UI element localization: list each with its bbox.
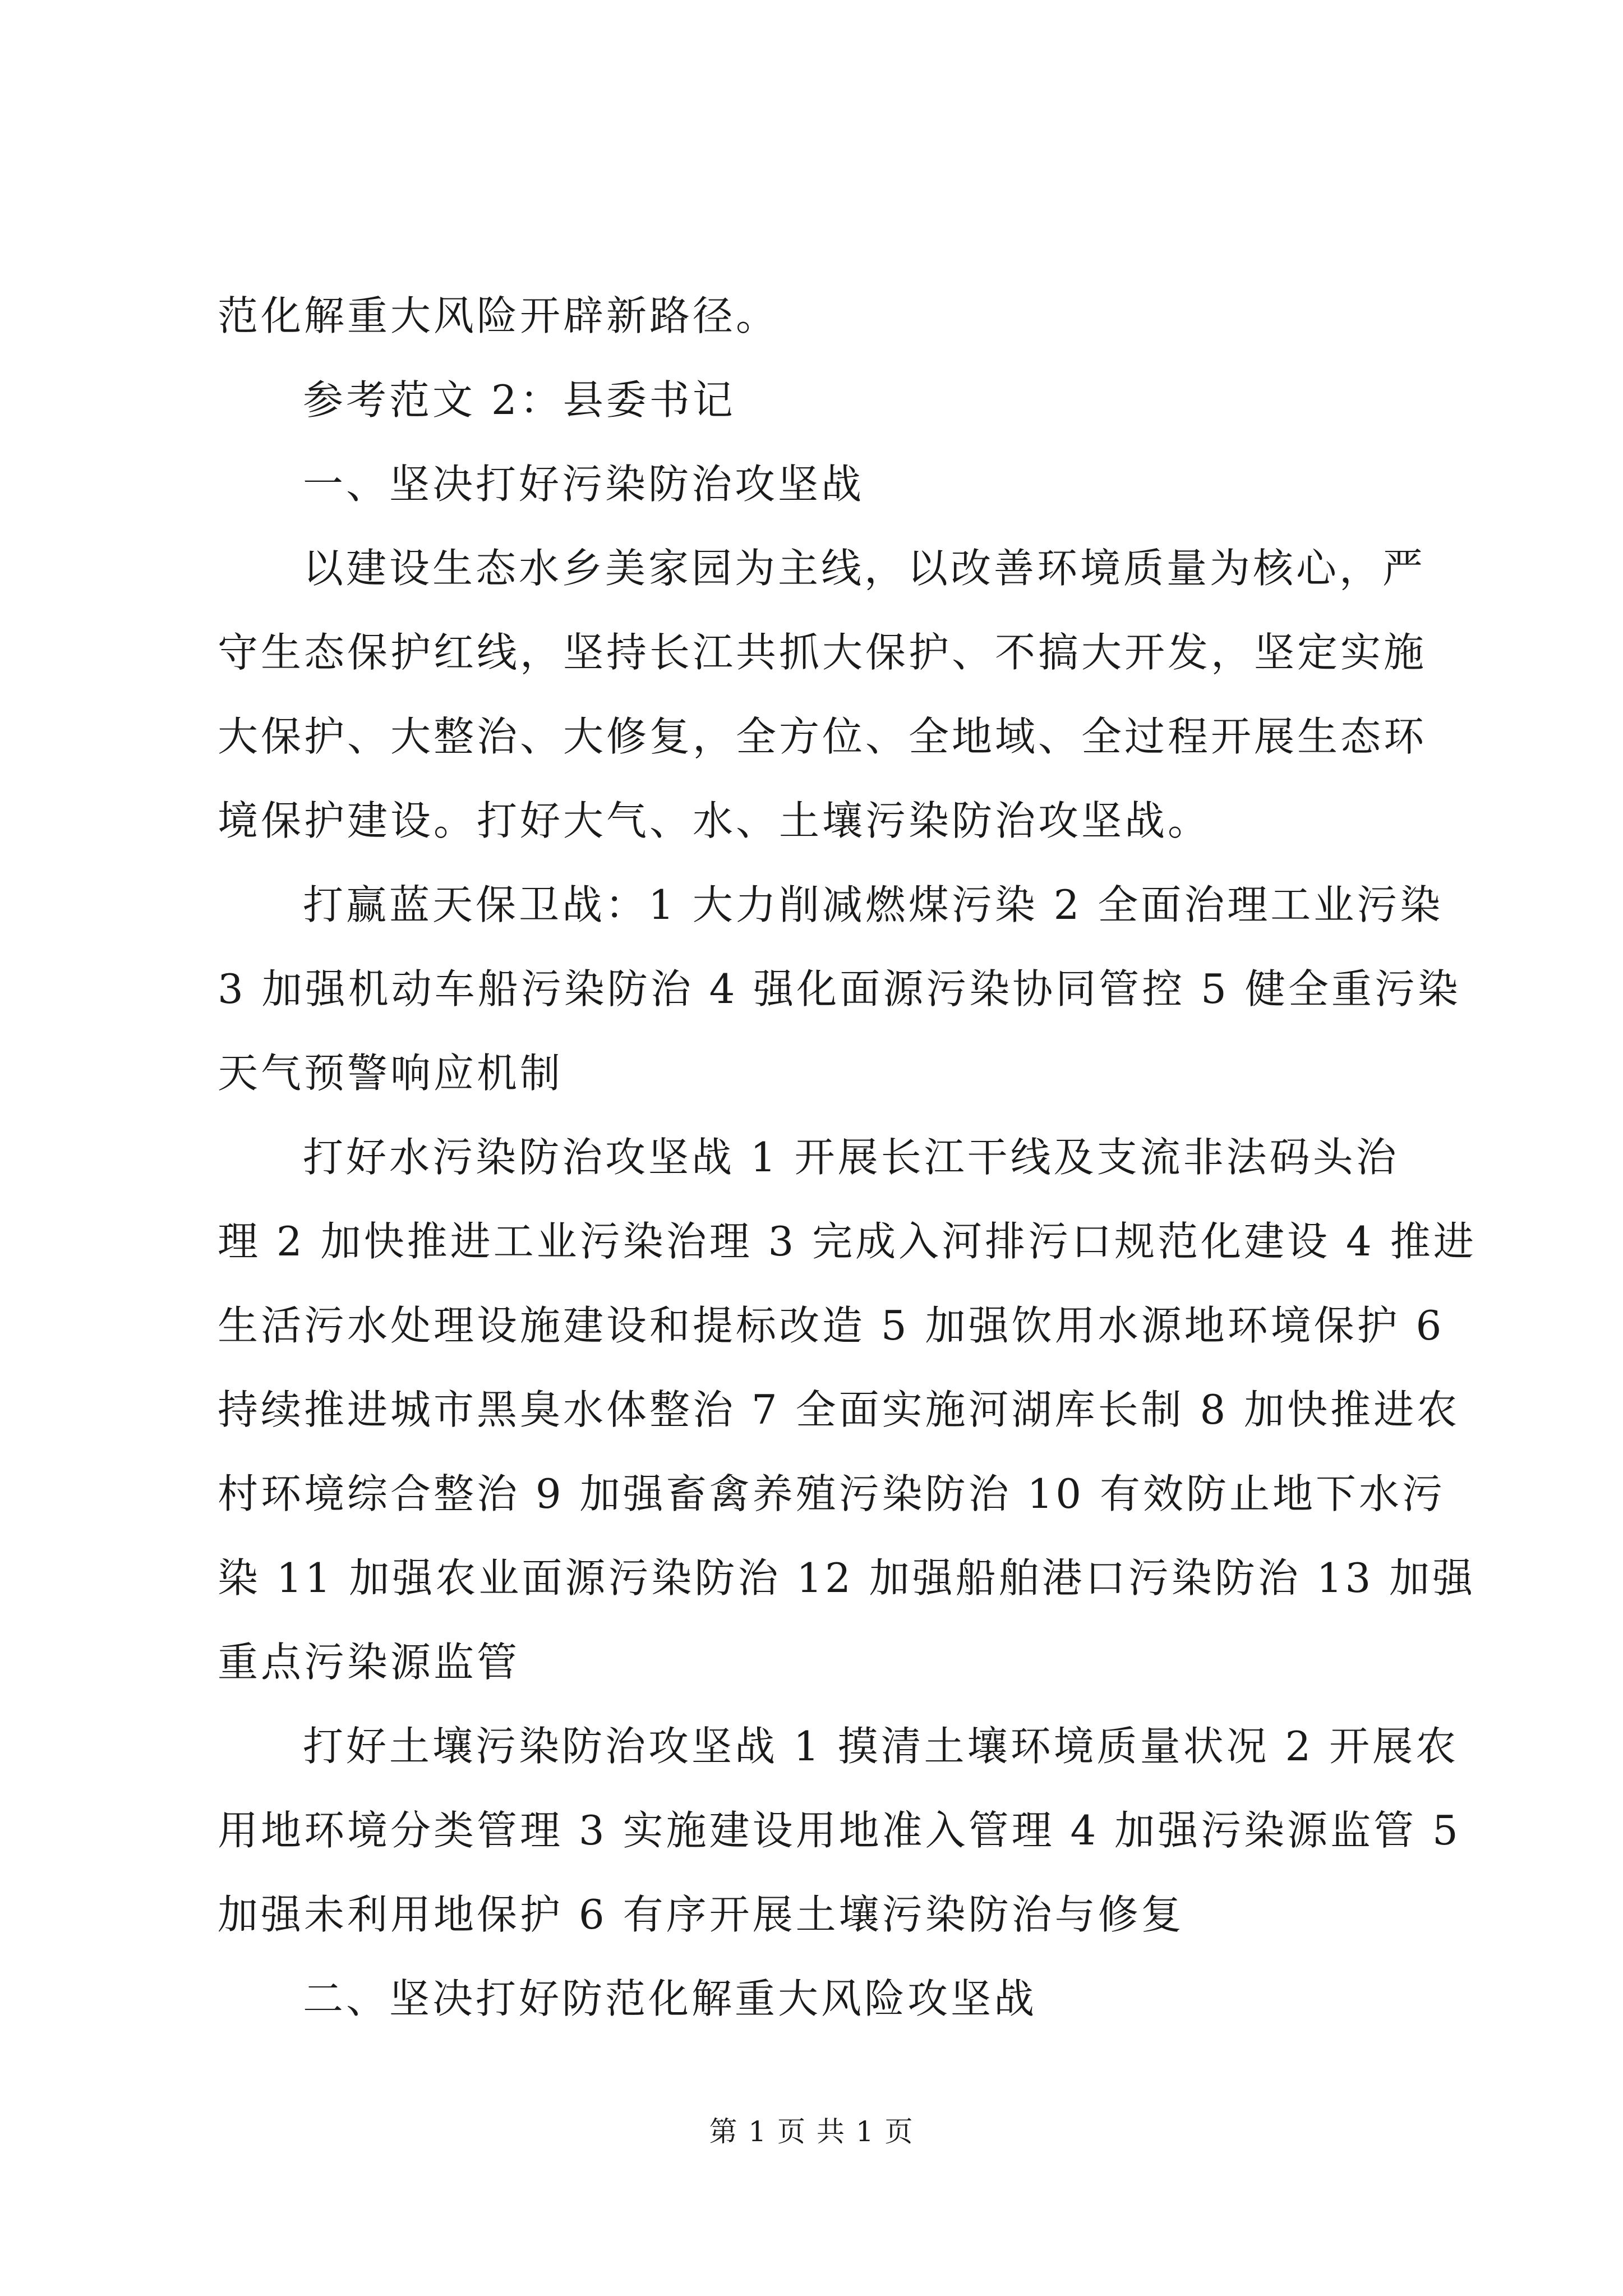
paragraph-line: 以建设生态水乡美家园为主线，以改善环境质量为核心，严 [303, 545, 1426, 592]
paragraph-line: 大保护、大整治、大修复，全方位、全地域、全过程开展生态环 [218, 713, 1427, 760]
paragraph-line: 重点污染源监管 [218, 1639, 520, 1686]
paragraph-line: 打赢蓝天保卫战：1 大力削减燃煤污染 2 全面治理工业污染 [303, 881, 1444, 928]
paragraph-line: 打好土壤污染防治攻坚战 1 摸清土壤环境质量状况 2 开展农 [303, 1723, 1459, 1770]
paragraph-line: 打好水污染防治攻坚战 1 开展长江干线及支流非法码头治 [303, 1134, 1399, 1181]
section-heading: 二、坚决打好防范化解重大风险攻坚战 [303, 1975, 1038, 2022]
paragraph-line: 天气预警响应机制 [218, 1050, 564, 1097]
paragraph-line: 加强未利用地保护 6 有序开展土壤污染防治与修复 [218, 1891, 1184, 1938]
paragraph-line: 境保护建设。打好大气、水、土壤污染防治攻坚战。 [218, 797, 1211, 844]
paragraph-line: 村环境综合整治 9 加强畜禽养殖污染防治 10 有效防止地下水污 [218, 1470, 1445, 1517]
section-label: 参考范文 2：县委书记 [303, 376, 736, 424]
paragraph-line: 用地环境分类管理 3 实施建设用地准入管理 4 加强污染源监管 5 [218, 1807, 1461, 1854]
page-number: 第 1 页 共 1 页 [709, 2115, 914, 2148]
paragraph-line: 染 11 加强农业面源污染防治 12 加强船舶港口污染防治 13 加强 [218, 1554, 1476, 1602]
paragraph-line: 3 加强机动车船污染防治 4 强化面源污染协同管控 5 健全重污染 [218, 965, 1461, 1013]
paragraph-line: 持续推进城市黑臭水体整治 7 全面实施河湖库长制 8 加快推进农 [218, 1386, 1460, 1433]
section-heading: 一、坚决打好污染防治攻坚战 [303, 461, 865, 508]
paragraph-line: 守生态保护红线，坚持长江共抓大保护、不搞大开发，坚定实施 [218, 629, 1427, 676]
document-body [218, 274, 1477, 2041]
text-line: 范化解重大风险开辟新路径。 [218, 292, 780, 339]
paragraph-line: 生活污水处理设施建设和提标改造 5 加强饮用水源地环境保护 6 [218, 1302, 1445, 1349]
paragraph-line: 理 2 加快推进工业污染治理 3 完成入河排污口规范化建设 4 推进 [218, 1218, 1477, 1265]
